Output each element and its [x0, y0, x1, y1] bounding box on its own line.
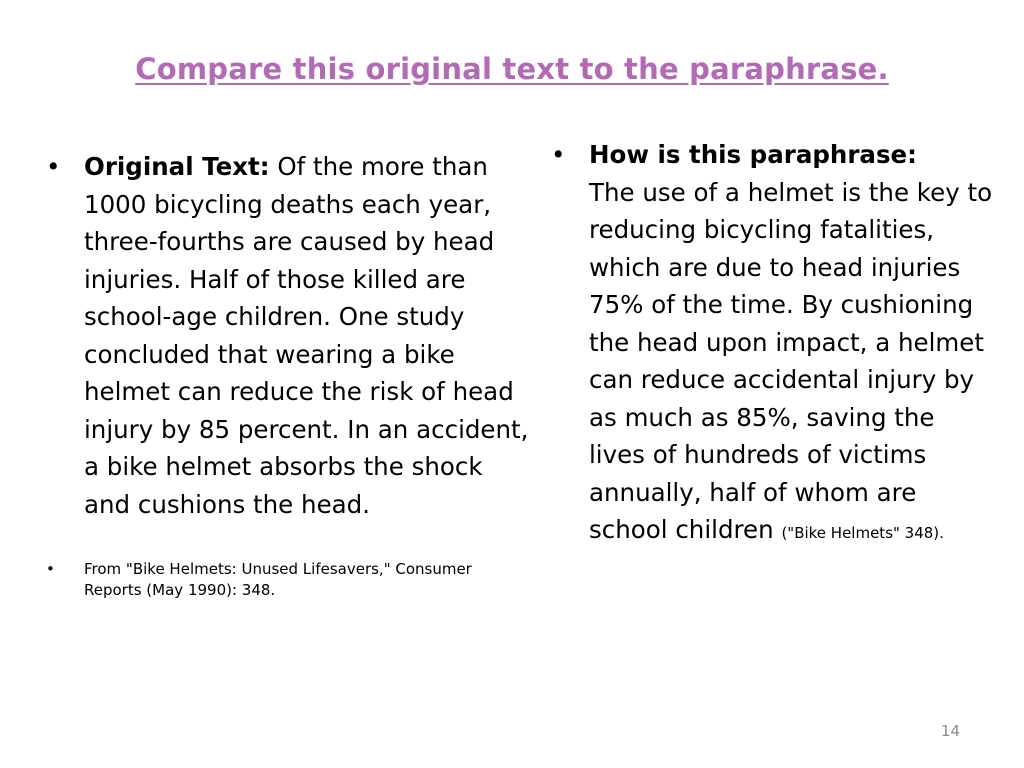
paraphrase-bullet: [545, 136, 995, 549]
original-text-column: [40, 148, 530, 601]
paraphrase-label: How is this paraphrase:: [589, 140, 917, 169]
original-text-label: Original Text:: [84, 152, 270, 181]
original-text-body: Of the more than 1000 bicycling deaths each year, three-fourths are caused by head injuries. Half of those killed are school-age children. One study concluded that wearing a bike helmet can reduce the risk of head injury by 85 percent. In an accident, a bike helmet absorbs the shock and cushions the head.: [84, 152, 529, 519]
paraphrase-column: [545, 136, 995, 549]
slide-title: Compare this original text to the paraphrase.: [135, 52, 889, 86]
paraphrase-citation: ("Bike Helmets" 348).: [781, 524, 944, 542]
page-number: 14: [940, 722, 960, 740]
paraphrase-body: The use of a helmet is the key to reducing bicycling fatalities, which are due to head injuries 75% of the time. By cushioning the head upon impact, a helmet can reduce accidental injury by as much as 85%, saving the lives of hundreds of victims annually, half of whom are school children: [589, 177, 993, 544]
source-citation-text: From "Bike Helmets: Unused Lifesavers," Consumer Reports (May 1990): 348.: [84, 560, 472, 599]
source-citation-bullet: [40, 559, 530, 601]
original-text-bullet: [40, 148, 530, 523]
